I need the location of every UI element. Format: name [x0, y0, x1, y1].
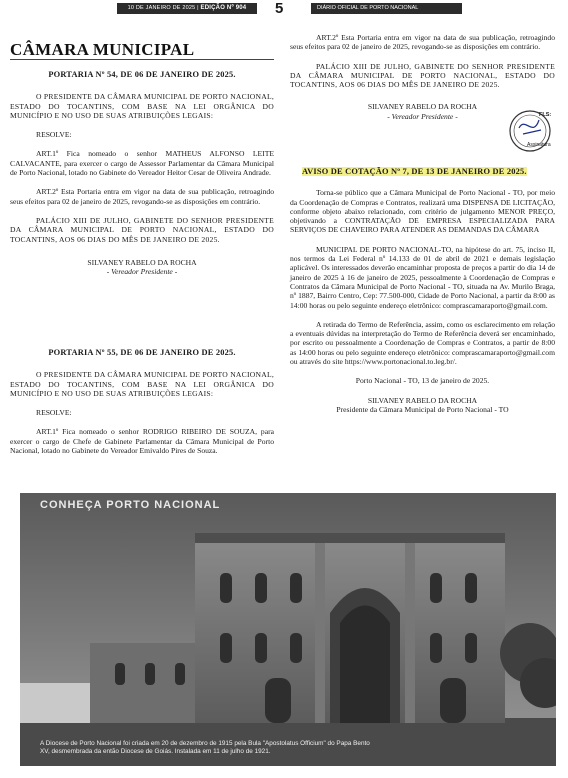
aviso-paragraph-3: A retirada do Termo de Referência, assim, como os esclarecimento em relação a eventuais dúvidas na interpretação do Termo de Referência deverá ser encaminhado, por escrito ou pessoalmente a Coordenação de Compras e Contratos, a partir de 8:00 as 14:00 horas ou pelo seguinte endereço eletrônico: comprascamaraporto@gmail.com ou através do site https://www.portonacional.to.leg.br/. — [290, 319, 555, 367]
portaria-54-palacio: PALÁCIO XIII DE JULHO, GABINETE DO SENHOR PRESIDENTE DA CÂMARA MUNICIPAL DE PORTO NACIONAL, ESTADO DO TOCANTINS, AOS 06 DIAS DO MÊS DE JANEIRO DE 2025. — [10, 215, 274, 244]
portaria-55-art1: ART.1º Fica nomeado o senhor RODRIGO RIBEIRO DE SOUZA, para exercer o cargo de Chefe de Gabinete Parlamentar da Câmara Municipal de Porto Nacional, lotado no Gabinete do Vereador Emivaldo Pires de Souza. — [10, 427, 274, 456]
portaria-55 — [10, 348, 274, 455]
aviso-cotacao — [290, 167, 555, 414]
portaria-55-art2: ART.2º Esta Portaria entra em vigor na data de sua publicação, retroagindo seus efeitos para 02 de janeiro de 2025, revogando-se as disposições em contrário. — [290, 33, 555, 52]
aviso-paragraph-1: Torna-se público que a Câmara Municipal de Porto Nacional - TO, por meio da Coordenação de Compras e Contratos, realizará uma DISPENSA DE LICITAÇÃO, conforme objeto abaixo relacionado, com critério de julgamento MENOR PREÇO, objetivando a CONTRATAÇÃO DE EMPRESA ESPECIALIZADA PARA SERVIÇOS DE CHAVEIRO PARA ATENDER AS DEMANDAS DA CÂMARA — [290, 188, 555, 235]
aviso-date: Porto Nacional - TO, 13 de janeiro de 2025. — [355, 376, 490, 386]
aviso-paragraph-2: MUNICIPAL DE PORTO NACIONAL-TO, na hipótese do art. 75, inciso II, nos termos da Lei Federal nº 14.133 de 01 de abril de 2021 e demais legislação aplicável. Os interessados deverão encaminhar proposta de preços a partir do dia 14 de janeiro de 2025 à 16 de janeiro de 2025, pessoalmente à Coordenação de Compras e Contratos da Câmara Municipal de Porto Nacional - TO, situada na Av. Murilo Braga, nº 1887, Bairro Centro, Cep: 77.500-000, Cidade de Porto Nacional, a partir da 8:00 as 14:00 horas ou pelo seguinte endereço eletrônico: comprascamaraporto@gmail.com. — [290, 244, 555, 310]
page-number: 5 — [275, 0, 284, 17]
portaria-55-palacio: PALÁCIO XIII DE JULHO, GABINETE DO SENHOR PRESIDENTE DA CÂMARA MUNICIPAL DE PORTO NACIONAL, ESTADO DO TOCANTINS, AOS 06 DIAS DO MÊS DE JANEIRO DE 2025. — [290, 61, 555, 90]
protocol-stamp — [505, 108, 555, 154]
portaria-55-preamble: O PRESIDENTE DA CÂMARA MUNICIPAL DE PORTO NACIONAL, ESTADO DO TOCANTINS, COM BASE NA LEI ORGÂNICA DO MUNICÍPIO E NO USO DE SUAS ATRIBUIÇÕES LEGAIS: — [10, 370, 274, 398]
portaria-54-art2: ART.2º Esta Portaria entra em vigor na data de sua publicação, retroagindo seus efeitos para 02 de janeiro de 2025, revogando-se as disposições em contrário. — [10, 187, 274, 206]
cathedral-illustration — [20, 493, 556, 766]
cathedral-photo — [20, 493, 556, 766]
stamp-fls-label: FLS: — [539, 112, 552, 118]
aviso-title-wrap — [290, 167, 555, 176]
portaria-55-resolve: RESOLVE: — [36, 408, 72, 418]
portaria-54-signer: SILVANEY RABELO DA ROCHA — [87, 257, 197, 267]
aviso-title: AVISO DE COTAÇÃO Nº 7, DE 13 DE JANEIRO DE 2025. — [302, 167, 527, 176]
photo-caption: A Diocese de Porto Nacional foi criada em 20 de dezembro de 1915 pela Bula "Apostolatus Officium" do Papa Bento XV, desmembrada da então Diocese de Goiás. Instalada em 11 de julho de 1921. — [40, 740, 370, 755]
header-date: 10 DE JANEIRO DE 2025 — [127, 5, 196, 11]
aviso-signer: SILVANEY RABELO DA ROCHA — [367, 395, 478, 405]
portaria-54-signer-role: - Vereador Presidente - — [106, 267, 178, 277]
header-edition: EDIÇÃO Nº 904 — [200, 5, 247, 11]
journal-name: DIÁRIO OFICIAL DE PORTO NACIONAL — [311, 3, 462, 14]
photo-title: CONHEÇA PORTO NACIONAL — [40, 499, 221, 511]
aviso-signer-role: Presidente da Câmara Municipal de Porto Nacional - TO — [336, 404, 509, 414]
portaria-54-preamble: O PRESIDENTE DA CÂMARA MUNICIPAL DE PORTO NACIONAL, ESTADO DO TOCANTINS, COM BASE NA LEI ORGÂNICA DO MUNICÍPIO E NO USO DE SUAS ATRIBUIÇÕES LEGAIS: — [10, 92, 274, 120]
portaria-54-title: PORTARIA Nº 54, DE 06 DE JANEIRO DE 2025. — [48, 70, 236, 79]
stamp-signature-label: Assinatura — [527, 142, 551, 148]
portaria-54 — [10, 70, 274, 276]
section-title: CÂMARA MUNICIPAL — [10, 40, 195, 59]
portaria-55-title: PORTARIA Nº 55, DE 06 DE JANEIRO DE 2025. — [48, 348, 236, 357]
header-edition-bar: 10 DE JANEIRO DE 2025 | EDIÇÃO Nº 904 — [117, 3, 257, 14]
section-divider — [10, 59, 274, 60]
portaria-55-signer-role: - Vereador Presidente - — [387, 111, 458, 121]
portaria-54-art1: ART.1º Fica nomeado o senhor MATHEUS ALFONSO LEITE CALVACANTE, para exercer o cargo de Assessor Parlamentar da Câmara Municipal de Porto Nacional, lotado no Gabinete do Vereador Heitor Cesar de Oliveira Andrade. — [10, 149, 274, 178]
portaria-55-signer: SILVANEY RABELO DA ROCHA — [367, 102, 478, 112]
portaria-54-resolve: RESOLVE: — [36, 130, 72, 140]
